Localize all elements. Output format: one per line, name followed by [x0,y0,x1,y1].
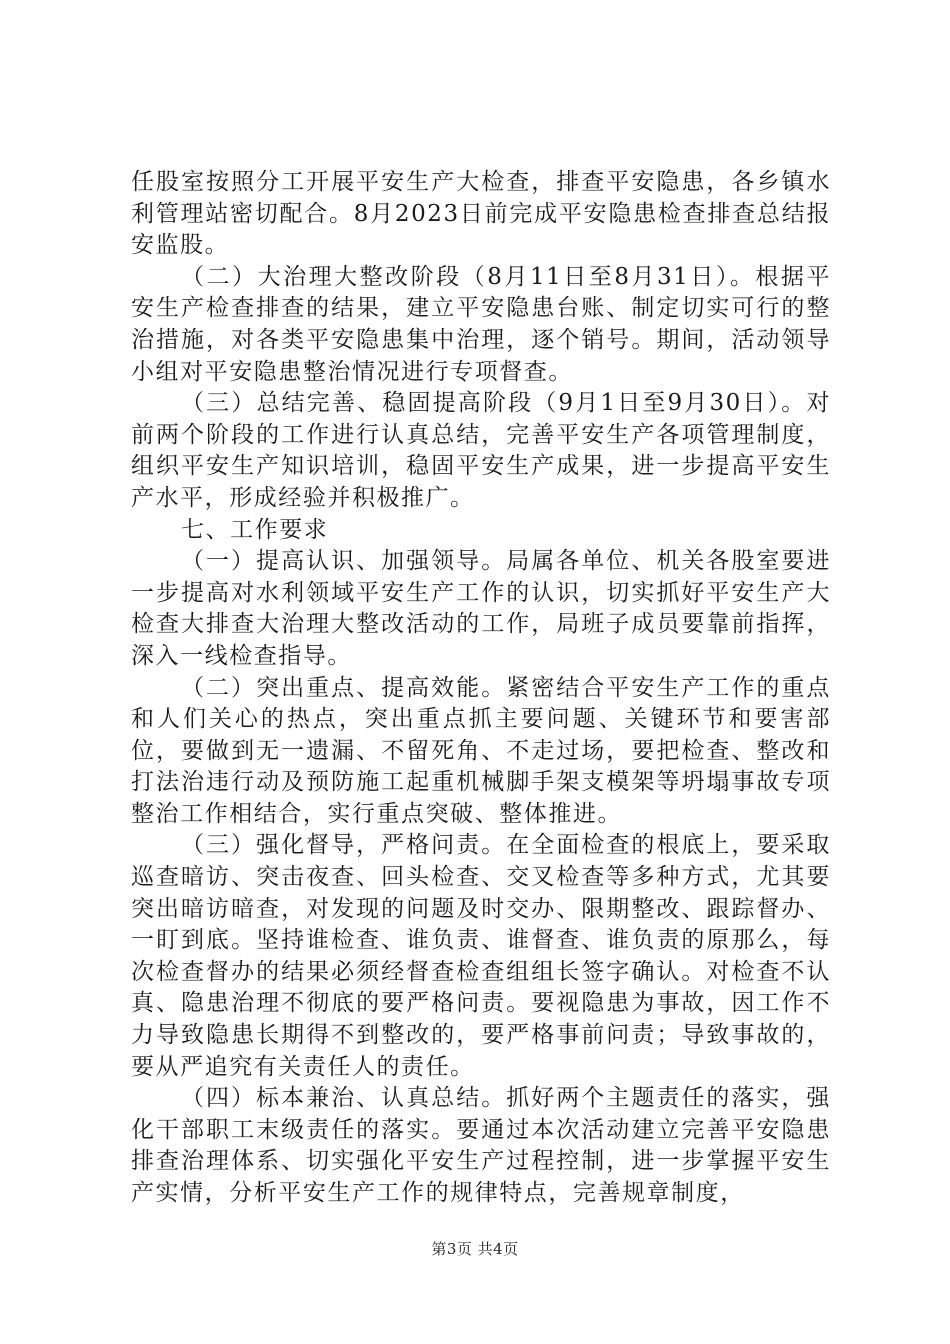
paragraph-requirement-three: （三）强化督导，严格问责。在全面检查的根底上，要采取巡查暗访、突击夜查、回头检查、交叉检查等多种方式，尤其要突出暗访暗查，对发现的问题及时交办、限期整改、跟踪督办、一盯到底。坚持谁检查、谁负责、谁督查、谁负责的原那么，每次检查督办的结果必须经督查检查组组长签字确认。对检查不认真、隐患治理不彻底的要严格问责。要视隐患为事故，因工作不力导致隐患长期得不到整改的，要严格事前问责；导致事故的，要从严追究有关责任人的责任。 [131,832,831,1080]
section-heading-work-requirements: 七、工作要求 [181,516,329,543]
paragraph-check-continuation: 任股室按照分工开展平安生产大检查，排查平安隐患，各乡镇水利管理站密切配合。8月2023日前完成平安隐患检查排查总结报安监股。 [131,169,831,259]
paragraph-stage-two: （二）大治理大整改阶段（8月11日至8月31日）。根据平安生产检查排查的结果，建立平安隐患台账、制定切实可行的整治措施，对各类平安隐患集中治理，逐个销号。期间，活动领导小组对平安隐患整治情况进行专项督查。 [131,263,831,385]
paragraph-requirement-four: （四）标本兼治、认真总结。抓好两个主题责任的落实，强化干部职工末级责任的落实。要通过本次活动建立完善平安隐患排查治理体系、切实强化平安生产过程控制，进一步掌握平安生产实情，分析平安生产工作的规律特点，完善规章制度， [131,1085,831,1206]
paragraph-stage-three: （三）总结完善、稳固提高阶段（9月1日至9月30日）。对前两个阶段的工作进行认真总结，完善平安生产各项管理制度，组织平安生产知识培训，稳固平安生产成果，进一步提高平安生产水平，形成经验并积极推广。 [131,390,831,511]
document-body [131,167,831,1210]
paragraph-requirement-one: （一）提高认识、加强领导。局属各单位、机关各股室要进一步提高对水利领域平安生产工作的认识，切实抓好平安生产大检查大排查大治理大整改活动的工作，局班子成员要靠前指挥，深入一线检查指导。 [131,548,831,669]
paragraph-requirement-two: （二）突出重点、提高效能。紧密结合平安生产工作的重点和人们关心的热点，突出重点抓主要问题、关键环节和要害部位，要做到无一遗漏、不留死角、不走过场，要把检查、整改和打法治违行动及预防施工起重机械脚手架支模架等坍塌事故专项整治工作相结合，实行重点突破、整体推进。 [131,674,831,827]
page-number-footer: 第3页 共4页 [431,1240,519,1258]
